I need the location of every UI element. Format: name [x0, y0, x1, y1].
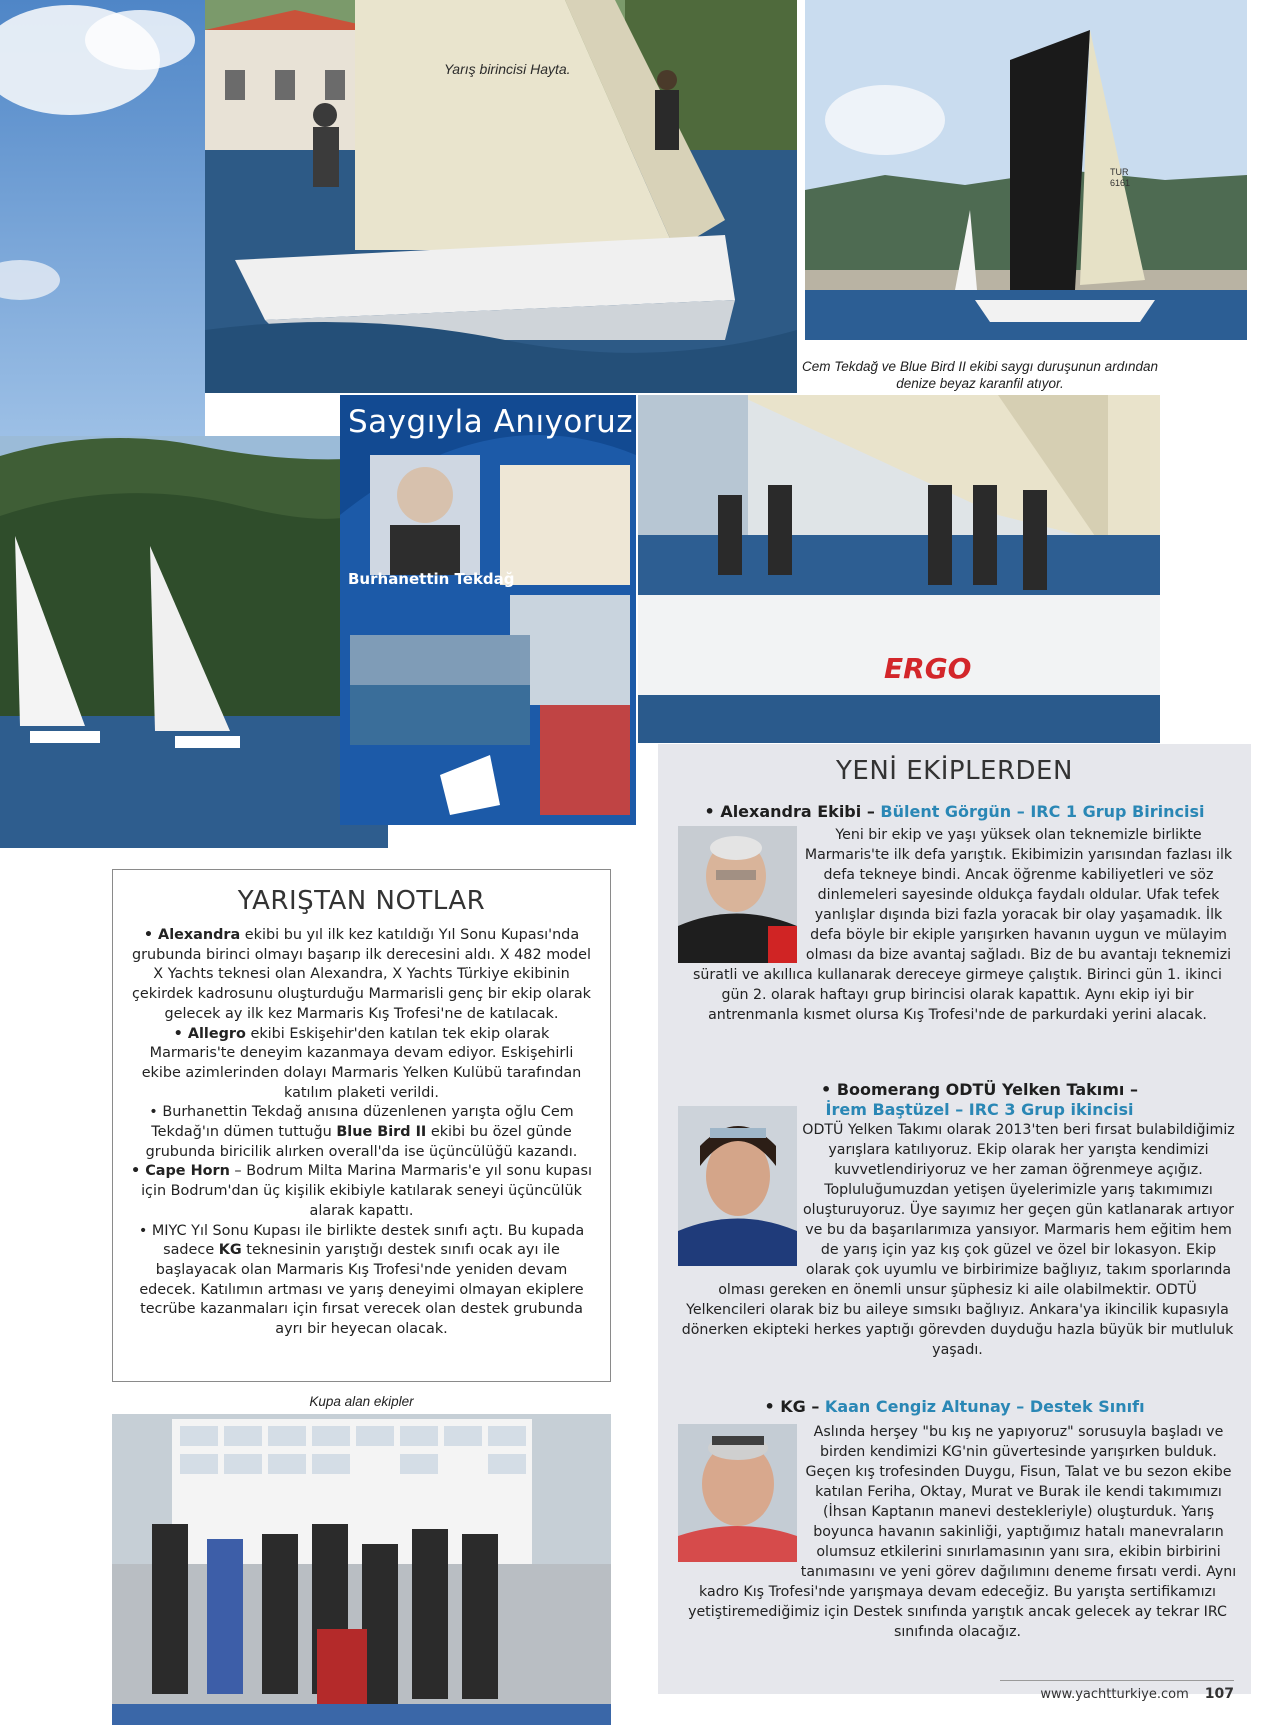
race-notes-title: YARIŞTAN NOTLAR [237, 886, 486, 916]
entry-boomerang-text [678, 1120, 1237, 1360]
page-number: 107 [1204, 1686, 1234, 1702]
entry-kg-text [678, 1422, 1237, 1642]
note-item-3: • Burhanettin Tekdağ anısına düzenlenen yarışta oğlu Cem Tekdağ'ın dümen tuttuğu Blue Bird II ekibi bu özel günde grubunda biricilik alırken overall'da ise üçüncülüğü kazandı. [145, 1104, 578, 1160]
page-footer [1040, 1686, 1234, 1702]
svg-text:TUR: TUR [1110, 167, 1129, 177]
footer-rule [1000, 1680, 1234, 1681]
photo-caption-trophy: Kupa alan ekipler [309, 1394, 414, 1409]
note-item-4: • Cape Horn – Bodrum Milta Marina Marmaris'e yıl sonu kupası için Bodrum'dan üç kişilik ekibiyle katılarak seneyi üçüncülük alarak kapattı. [131, 1163, 592, 1219]
new-teams-title: YENİ EKİPLERDEN [836, 756, 1073, 786]
entry-alexandra-text [678, 825, 1237, 1025]
sky-photo [0, 0, 205, 440]
note-item-5: • MIYC Yıl Sonu Kupası ile birlikte destek sınıfı açtı. Bu kupada sadece KG teknesinin yarıştığı destek sınıfı ocak ayı ile başlayacak olan Marmaris Kış Trofesi'nde yeniden devam edecek. Katılımın artması ve yarış deneyimi olmayan ekiplere tecrübe kazanmaları için fırsat verecek olan destek grubunda ayrı bir heyecan olacak. [138, 1222, 585, 1338]
wrap-spacer [678, 1120, 800, 1268]
wrap-spacer [678, 1422, 800, 1564]
entry-boomerang-title: • Boomerang ODTÜ Yelken Takımı – İrem Baştüzel – IRC 3 Grup ikincisi [821, 1080, 1138, 1119]
entry-alexandra-title: • Alexandra Ekibi – Bülent Görgün – IRC 1 Grup Birincisi [704, 802, 1205, 821]
new-teams-panel [658, 744, 1251, 1694]
footer-url: www.yachtturkiye.com [1040, 1687, 1189, 1702]
memorial-collage [340, 395, 636, 825]
ergo-crew-photo [638, 395, 1160, 743]
note-item-1: • Alexandra ekibi bu yıl ilk kez katıldığı Yıl Sonu Kupası'nda grubunda birinci olmayı başarıp ilk derecesini aldı. X 482 model X Yachts teknesi olan Alexandra, X Yachts Türkiye ekibinin çekirdek kadrosunu oluşturduğu Marmarisli genç bir ekip olarak gelecek ay ilk kez Marmaris Kış Trofesi'ne de katılacak. [131, 927, 592, 1022]
trophy-teams-photo [112, 1414, 611, 1725]
note-item-2: • Allegro ekibi Eskişehir'den katılan tek ekip olarak Marmaris'te deneyim kazanmaya devam ediyor. Eskişehirli ekibe azimlerinden dolayı Marmaris Yelken Kulübü tarafından katılım plaketi verildi. [141, 1025, 582, 1101]
photo-caption-blue-bird: Cem Tekdağ ve Blue Bird II ekibi saygı duruşunun ardından denize beyaz karanfil atıyor. [802, 359, 1158, 391]
memorial-name: Burhanettin Tekdağ [348, 570, 515, 588]
svg-text:6161: 6161 [1110, 178, 1131, 188]
entry-body-span: ODTÜ Yelken Takımı olarak 2013'ten beri fırsat bulabildiğimiz yarışlara katılıyoruz. Ekip olarak her yarışta kendimizi kuvvetlendiriyoruz ve her zaman öğrenmeye açığız. Topluluğumuzdan yetişen üyelerimizle yarış takımımızı oluşturuyoruz. Üye sayımız her geçen gün katlanarak artıyor ve bu da başarılarımıza yansıyor. Marmaris hem eğitim hem de yarış için yaz kış çok güzel ve özel bir lokasyon. Ekip olarak çok uyumlu ve birbirimize bağlıyız, takım sporlarında olması gereken en önemli unsur şüphesiz ki aile olabilmektir. ODTÜ Yelkencileri olarak biz bu aileye sımsıkı bağlıyız. Ankara'ya ikincilik kupasıyla dönerken ekipteki herkes yaptığı görevden duyduğu hazla büyük bir mutluluk yaşadı. [681, 1122, 1235, 1358]
entry-body-span: Aslında herşey "bu kış ne yapıyoruz" sorusuyla başladı ve birden kendimizi KG'nin güvertesinde yarışırken bulduk. Geçen kış trofesinden Duygu, Fisun, Talat ve bu sezon ekibe katılan Feriha, Oktay, Murat ve Burak ile kendi takımımızı (İhsan Kaptanın manevi destekleriyle) oluşturduk. Yarış boyunca havanın sakinliği, yaptığımız hatalı manevraların olumsuz etkilerini sınırlamasının yanı sıra, ekibin birbirini tanımasını ve yeni görev dağılımını deneme fırsatı verdi. Aynı kadro Kış Trofesi'nde yarışmaya devam edeceğiz. Bu yarışta sertifikamızı yetiştiremediğimiz için Destek sınıfında yarıştık ancak gelecek ay tekrar IRC sınıfında olacağız. [688, 1424, 1237, 1640]
blue-bird-photo [805, 0, 1247, 340]
yacht-hayta-photo [205, 0, 797, 393]
entry-kg-title: • KG – Kaan Cengiz Altunay – Destek Sınıfı [764, 1397, 1145, 1416]
photo-caption-hayta: Yarış birincisi Hayta. [444, 61, 571, 77]
race-notes-text [131, 926, 592, 1340]
memorial-title: Saygıyla Anıyoruz [348, 404, 634, 440]
wrap-spacer [678, 825, 800, 965]
sailboats-hills-photo [0, 436, 388, 848]
entry-body-span: Yeni bir ekip ve yaşı yüksek olan teknemizle birlikte Marmaris'te ilk defa yarıştık. Ekibimizin yarısından fazlası ilk defa tekneye bindi. Ancak öğrenme kabiliyetleri ve söz dinlemeleri sayesinde oldukça faydalı oldular. Ufak tefek yanlışlar dışında bizi fazla yoracak bir olay yaşamadık. İlk defa böyle bir ekiple yarışırken havanın uygun ve mülayim olması da bize avantaj sağladı. Biz de bu avantajı teknemizi süratli ve akıllıca kullanarak dereceye girmeye çalıştık. Birinci gün 1. ikinci gün 2. olarak haftayı grup birincisi olarak kapattık. Aynı ekip iyi bir antrenmanla kısmet olursa Kış Trofesi'nde de parkurdaki yerini alacak. [693, 827, 1233, 1023]
ergo-logo-text: ERGO [884, 652, 972, 685]
race-notes-box [112, 869, 611, 1382]
